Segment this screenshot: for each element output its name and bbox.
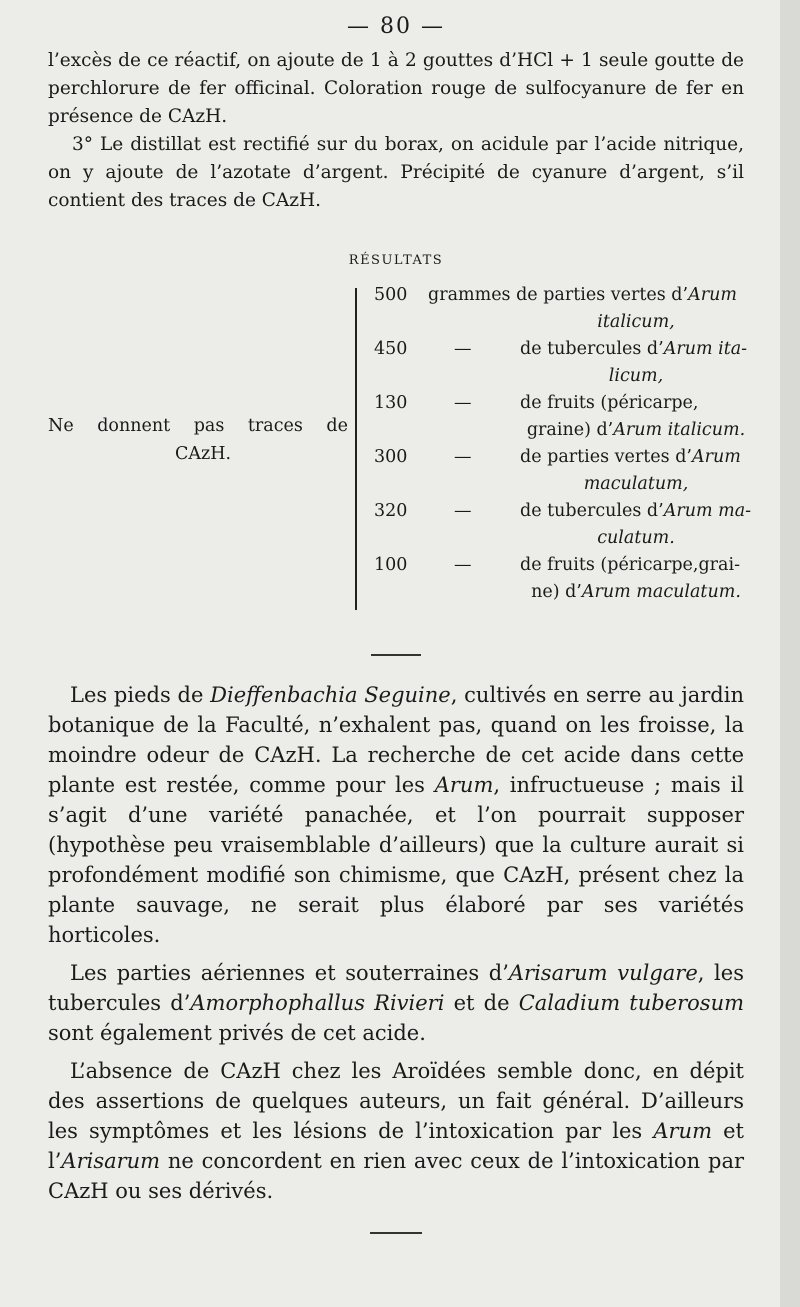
page-number: — 80 — <box>347 14 445 39</box>
row-description-line-1: de tubercules d’Arum ita- <box>520 339 748 359</box>
section-divider <box>371 654 421 656</box>
row-quantity: 100 <box>374 555 408 575</box>
row-quantity: 300 <box>374 447 408 467</box>
paragraph-distillate: 3° Le distillat est rectifié sur du borax, on acidule par l’acide nitrique, on y ajoute de l’azotate d’argent. Précipité de cyanure d’argent, s’il contient des traces de CAzH. <box>48 134 744 211</box>
row-description-line-2: ne) d’Arum maculatum. <box>531 582 741 602</box>
paragraph-conclusion: L’absence de CAzH chez les Aroïdées semble donc, en dépit des assertions de quelques auteurs, un fait général. D’ailleurs les symptômes et les lésions de l’intoxication par les Arum et l’Arisarum ne concordent en rien avec ceux de l’intoxication par CAzH ou ses dérivés. <box>48 1059 744 1203</box>
results-rows <box>374 282 752 606</box>
intro-section <box>48 47 744 215</box>
result-row <box>374 390 752 444</box>
conclusion-word: donnent <box>97 416 171 436</box>
row-description-line-2: italicum, <box>597 312 675 332</box>
row-description-line-1: de fruits (péricarpe,grai- <box>520 555 740 575</box>
row-dash: — <box>454 555 472 575</box>
conclusion-word: Ne <box>48 416 74 436</box>
paragraph-dieffenbachia: Les pieds de Dieffenbachia Seguine, cultivés en serre au jardin botanique de la Faculté, n’exhalent pas, quand on les froisse, la moindre odeur de CAzH. La recherche de cet acide dans cette plante est restée, comme pour les Arum, infructueuse ; mais il s’agit d’une variété panachée, et l’on pourrait supposer (hypothèse peu vraisemblable d’ailleurs) que la culture aurait si profondément modifié son chimisme, que CAzH, présent chez la plante sauvage, ne serait plus élaboré par ses variétés horticoles. <box>48 683 744 947</box>
result-row <box>374 552 752 606</box>
row-quantity: 320 <box>374 501 408 521</box>
paragraph-arisarum: Les parties aériennes et souterraines d’Arisarum vulgare, les tubercules d’Amorphophallus Rivieri et de Caladium tuberosum sont également privés de cet acide. <box>48 961 745 1045</box>
row-description-line-2: graine) d’Arum italicum. <box>526 420 746 440</box>
row-description-line-2: licum, <box>608 366 664 386</box>
brace <box>355 288 365 610</box>
row-quantity: 130 <box>374 393 408 413</box>
end-divider <box>370 1232 422 1234</box>
row-description-line-2: culatum. <box>597 528 675 548</box>
results-conclusion <box>48 412 348 468</box>
row-quantity: 500 <box>374 285 408 305</box>
conclusion-word: pas <box>193 416 225 436</box>
result-row <box>374 336 752 390</box>
result-row <box>374 444 752 498</box>
row-description-line-2: maculatum, <box>583 474 689 494</box>
body-text <box>48 680 744 1206</box>
conclusion-word: traces <box>247 416 303 436</box>
conclusion-word: de <box>326 416 348 436</box>
conclusion-line-2: CAzH. <box>174 444 232 464</box>
row-dash: — <box>454 393 472 413</box>
row-description-line-1: de fruits (péricarpe, <box>520 393 699 413</box>
results-table <box>48 282 752 632</box>
result-row <box>374 498 752 552</box>
result-row <box>374 282 752 336</box>
results-heading: RÉSULTATS <box>348 253 444 268</box>
row-dash: — <box>454 339 472 359</box>
row-description-line-1: de tubercules d’Arum ma- <box>520 501 752 521</box>
row-quantity: 450 <box>374 339 408 359</box>
row-dash: — <box>454 447 472 467</box>
paragraph-reagent: l’excès de ce réactif, on ajoute de 1 à 2 gouttes d’HCl + 1 seule goutte de perchlorure de fer officinal. Coloration rouge de sulfocyanure de fer en présence de CAzH. <box>48 50 744 127</box>
row-description-line-1: de parties vertes d’Arum <box>520 447 741 467</box>
row-dash: — <box>454 501 472 521</box>
row-description-line-1: grammes de parties vertes d’Arum <box>428 285 737 305</box>
